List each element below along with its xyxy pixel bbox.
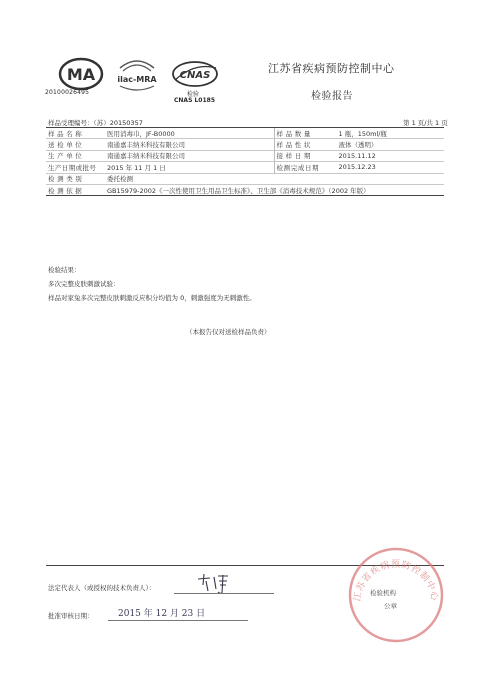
- info-row: [46, 128, 444, 139]
- results-line: 多次完整皮肤刺激试验：: [48, 280, 120, 288]
- signature-image: [194, 571, 234, 595]
- date-label: 批准审核日期：: [48, 612, 94, 620]
- info-row: [46, 139, 444, 150]
- organization-name: 江苏省疾病预防控制中心: [268, 62, 395, 75]
- info-value: 南通嘉丰纳米科技有限公司: [105, 150, 274, 161]
- info-label: 检测类别: [46, 173, 105, 184]
- info-value: 南通嘉丰纳米科技有限公司: [105, 139, 274, 150]
- svg-text:江苏省疾病预防控制中心: [352, 558, 441, 602]
- report-title: 检验报告: [311, 91, 353, 102]
- seal-inner-line: 检验机构: [370, 589, 396, 597]
- info-label: 检测完成日期: [274, 162, 337, 173]
- results-title: 检验结果：: [48, 266, 81, 274]
- cnas-logo: [170, 58, 220, 90]
- cnas-sub: 检验: [187, 91, 200, 98]
- info-label: 生产日期或批号: [46, 162, 105, 173]
- info-label: 样品性状: [274, 139, 337, 150]
- results-line: 样品对家兔多次完整皮肤刺激反应积分均值为 0，刺激强度为无刺激性。: [48, 294, 256, 302]
- info-label: 送检单位: [46, 139, 105, 150]
- report-note: （本报告仅对送检样品负责）: [186, 328, 271, 336]
- info-value: 液体（透明）: [337, 139, 444, 150]
- date-underline: [108, 620, 248, 621]
- info-value: 委托检测: [105, 173, 444, 184]
- cnas-code: CNAS L0185: [174, 97, 216, 104]
- ma-logo: [58, 56, 104, 92]
- ma-code: 20100026495: [45, 89, 90, 96]
- approval-date: 2015 年 12 月 23 日: [118, 609, 206, 619]
- info-label: 生产单位: [46, 150, 105, 161]
- info-label: 样品名称: [46, 128, 105, 139]
- info-value: 2015.12.23: [337, 162, 444, 173]
- info-row-basis: [46, 184, 444, 195]
- info-table: [46, 127, 444, 196]
- cnas-text: CNAS: [179, 70, 211, 81]
- official-seal: [346, 545, 446, 645]
- info-value: 2015.11.12: [337, 150, 444, 161]
- page-number: 第 1 页/共 1 页: [403, 119, 448, 127]
- seal-text: 江苏省疾病预防控制中心: [352, 560, 440, 603]
- info-label: 样品数量: [274, 128, 337, 139]
- representative-label: 法定代表人（或授权的技术负责人）：: [48, 584, 156, 592]
- signature-underline: [174, 593, 274, 594]
- report-number: 样品受理编号：（苏）20150357: [48, 119, 143, 127]
- ilac-text: ilac-MRA: [117, 75, 157, 84]
- basis-label: 检测依据: [46, 184, 105, 195]
- ma-logo-text: MA: [66, 65, 96, 84]
- info-row: [46, 150, 444, 161]
- info-label: 接样日期: [274, 150, 337, 161]
- info-row: [46, 162, 444, 173]
- info-row: [46, 173, 444, 184]
- info-value: 医用消毒巾，JF-B0000: [105, 128, 274, 139]
- basis-value: GB15979-2002《一次性使用卫生用品卫生标准》、卫生部《消毒技术规范》（2002 年版）: [105, 184, 444, 195]
- info-value: 2015 年 11 月 1 日: [105, 162, 274, 173]
- ilac-mra-logo: [114, 54, 160, 94]
- seal-inner-line: 公章: [384, 602, 397, 610]
- info-value: 1 瓶，150ml/瓶: [337, 128, 444, 139]
